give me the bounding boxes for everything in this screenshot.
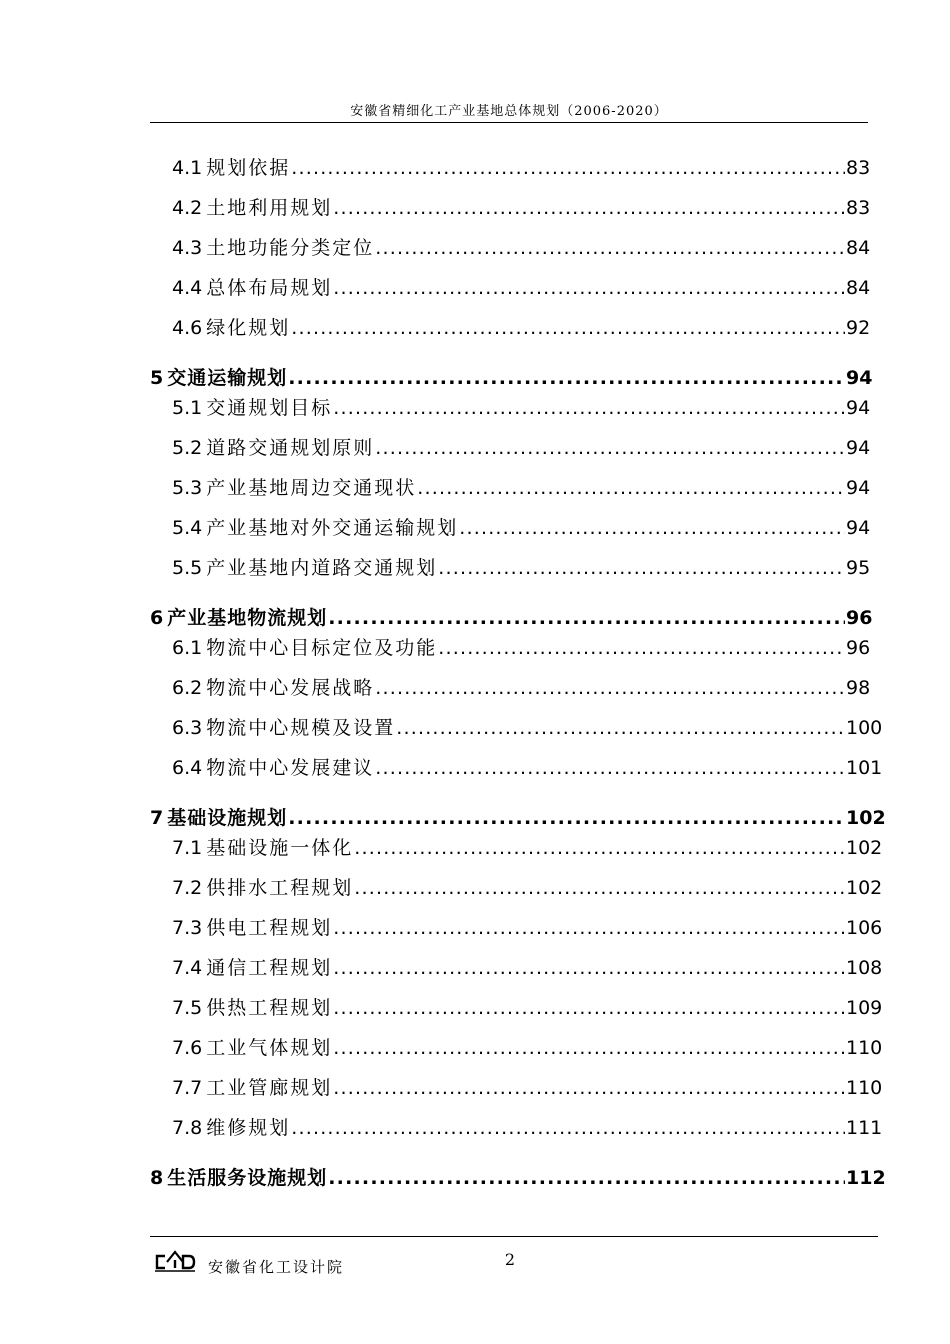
toc-entry-number: 6 [150, 607, 164, 629]
toc-dot-leader [354, 876, 845, 900]
toc-entry-page: 106 [846, 917, 883, 939]
toc-entry-page: 100 [846, 717, 883, 739]
toc-dot-leader [291, 316, 845, 340]
toc-dot-leader [333, 956, 845, 980]
toc-dot-leader [438, 556, 845, 580]
toc-section-entry[interactable] [150, 1024, 883, 1060]
toc-entry-page: 96 [846, 637, 871, 659]
toc-dot-leader [375, 676, 845, 700]
toc-entry-number: 4.4 [172, 277, 203, 299]
toc-entry-page: 101 [846, 757, 883, 779]
toc-section-entry[interactable] [150, 904, 883, 940]
toc-entry-title: 产业基地物流规划 [167, 607, 328, 629]
toc-section-entry[interactable] [150, 224, 871, 260]
toc-section-entry[interactable] [150, 544, 871, 580]
toc-section-entry[interactable] [150, 984, 883, 1020]
toc-entry-number: 7.5 [172, 997, 203, 1019]
header-rule [150, 122, 868, 123]
toc-entry-page: 94 [846, 397, 871, 419]
toc-entry-title: 交通运输规划 [167, 367, 288, 389]
toc-dot-leader [333, 916, 845, 940]
toc-entry-page: 110 [846, 1077, 883, 1099]
toc-entry-title: 生活服务设施规划 [167, 1167, 328, 1189]
toc-entry-title: 维修规划 [206, 1117, 291, 1139]
toc-entry-page: 83 [846, 197, 871, 219]
toc-section-entry[interactable] [150, 664, 871, 700]
toc-section-entry[interactable] [150, 424, 871, 460]
toc-dot-leader [333, 996, 845, 1020]
toc-entry-title: 工业气体规划 [206, 1037, 333, 1059]
toc-dot-leader [354, 836, 845, 860]
toc-dot-leader [438, 636, 845, 660]
toc-entry-number: 6.3 [172, 717, 203, 739]
toc-section-entry[interactable] [150, 264, 871, 300]
toc-entry-title: 规划依据 [206, 157, 291, 179]
toc-entry-page: 84 [846, 237, 871, 259]
toc-dot-leader [291, 156, 845, 180]
toc-dot-leader [375, 756, 845, 780]
toc-entry-number: 7.8 [172, 1117, 203, 1139]
toc-chapter-entry[interactable] [150, 1154, 886, 1190]
toc-dot-leader [333, 196, 845, 220]
toc-section-entry[interactable] [150, 504, 871, 540]
toc-section-entry[interactable] [150, 1064, 883, 1100]
toc-entry-page: 94 [846, 367, 873, 389]
toc-entry-title: 产业基地内道路交通规划 [206, 557, 438, 579]
running-header: 安徽省精细化工产业基地总体规划（2006-2020） [350, 104, 668, 119]
toc-entry-page: 102 [846, 837, 883, 859]
toc-entry-title: 基础设施规划 [167, 807, 288, 829]
toc-entry-title: 交通规划目标 [206, 397, 333, 419]
toc-entry-title: 通信工程规划 [206, 957, 333, 979]
toc-dot-leader [333, 276, 845, 300]
toc-entry-page: 111 [846, 1117, 883, 1139]
toc-entry-number: 7.1 [172, 837, 203, 859]
toc-entry-number: 6.4 [172, 757, 203, 779]
toc-entry-page: 95 [846, 557, 871, 579]
toc-section-entry[interactable] [150, 824, 883, 860]
toc-entry-page: 112 [846, 1167, 886, 1189]
toc-entry-title: 工业管廊规划 [206, 1077, 333, 1099]
toc-entry-title: 绿化规划 [206, 317, 291, 339]
toc-entry-page: 109 [846, 997, 883, 1019]
toc-section-entry[interactable] [150, 1104, 883, 1140]
toc-dot-leader [291, 1116, 845, 1140]
toc-section-entry[interactable] [150, 304, 871, 340]
toc-section-entry[interactable] [150, 744, 883, 780]
page-number: 2 [504, 1250, 516, 1269]
toc-entry-page: 84 [846, 277, 871, 299]
cid-logo-icon [153, 1248, 197, 1274]
toc-entry-number: 7 [150, 807, 164, 829]
toc-entry-title: 道路交通规划原则 [206, 437, 375, 459]
footer-rule [150, 1236, 878, 1237]
toc-entry-page: 92 [846, 317, 871, 339]
toc-entry-page: 110 [846, 1037, 883, 1059]
toc-entry-page: 94 [846, 517, 871, 539]
toc-entry-page: 108 [846, 957, 883, 979]
toc-entry-title: 物流中心规模及设置 [206, 717, 396, 739]
toc-entry-title: 供电工程规划 [206, 917, 333, 939]
toc-dot-leader [333, 1036, 845, 1060]
toc-entry-number: 7.4 [172, 957, 203, 979]
toc-section-entry[interactable] [150, 944, 883, 980]
toc-section-entry[interactable] [150, 704, 883, 740]
toc-entry-number: 5.4 [172, 517, 203, 539]
toc-entry-number: 7.3 [172, 917, 203, 939]
toc-section-entry[interactable] [150, 384, 871, 420]
toc-dot-leader [459, 516, 845, 540]
toc-entry-page: 96 [846, 607, 873, 629]
toc-entry-title: 总体布局规划 [206, 277, 333, 299]
toc-entry-title: 产业基地周边交通现状 [206, 477, 417, 499]
toc-dot-leader [396, 716, 845, 740]
toc-entry-page: 83 [846, 157, 871, 179]
toc-entry-title: 供排水工程规划 [206, 877, 354, 899]
toc-entry-page: 94 [846, 477, 871, 499]
toc-section-entry[interactable] [150, 864, 883, 900]
organization-name: 安徽省化工设计院 [208, 1258, 345, 1276]
toc-entry-number: 4.3 [172, 237, 203, 259]
toc-dot-leader [333, 1076, 845, 1100]
toc-entry-title: 供热工程规划 [206, 997, 333, 1019]
toc-entry-number: 6.1 [172, 637, 203, 659]
toc-entry-number: 5.3 [172, 477, 203, 499]
toc-entry-title: 物流中心目标定位及功能 [206, 637, 438, 659]
toc-entry-number: 7.7 [172, 1077, 203, 1099]
toc-entry-number: 4.2 [172, 197, 203, 219]
toc-entry-number: 8 [150, 1167, 164, 1189]
toc-entry-page: 102 [846, 877, 883, 899]
toc-section-entry[interactable] [150, 464, 871, 500]
toc-dot-leader [375, 436, 845, 460]
toc-dot-leader [375, 236, 845, 260]
toc-entry-number: 5 [150, 367, 164, 389]
toc-section-entry[interactable] [150, 144, 871, 180]
toc-entry-number: 4.1 [172, 157, 203, 179]
toc-entry-page: 98 [846, 677, 871, 699]
toc-dot-leader [333, 396, 845, 420]
toc-entry-title: 土地功能分类定位 [206, 237, 375, 259]
toc-dot-leader [328, 1166, 845, 1190]
toc-entry-page: 102 [846, 807, 886, 829]
toc-entry-page: 94 [846, 437, 871, 459]
toc-entry-number: 5.1 [172, 397, 203, 419]
toc-entry-number: 7.2 [172, 877, 203, 899]
toc-section-entry[interactable] [150, 184, 871, 220]
toc-entry-title: 产业基地对外交通运输规划 [206, 517, 459, 539]
toc-entry-title: 基础设施一体化 [206, 837, 354, 859]
toc-entry-number: 7.6 [172, 1037, 203, 1059]
toc-entry-number: 4.6 [172, 317, 203, 339]
toc-section-entry[interactable] [150, 624, 871, 660]
toc-entry-number: 6.2 [172, 677, 203, 699]
toc-entry-number: 5.2 [172, 437, 203, 459]
toc-entry-number: 5.5 [172, 557, 203, 579]
toc-entry-title: 物流中心发展战略 [206, 677, 375, 699]
toc-dot-leader [417, 476, 845, 500]
toc-entry-title: 土地利用规划 [206, 197, 333, 219]
toc-entry-title: 物流中心发展建议 [206, 757, 375, 779]
